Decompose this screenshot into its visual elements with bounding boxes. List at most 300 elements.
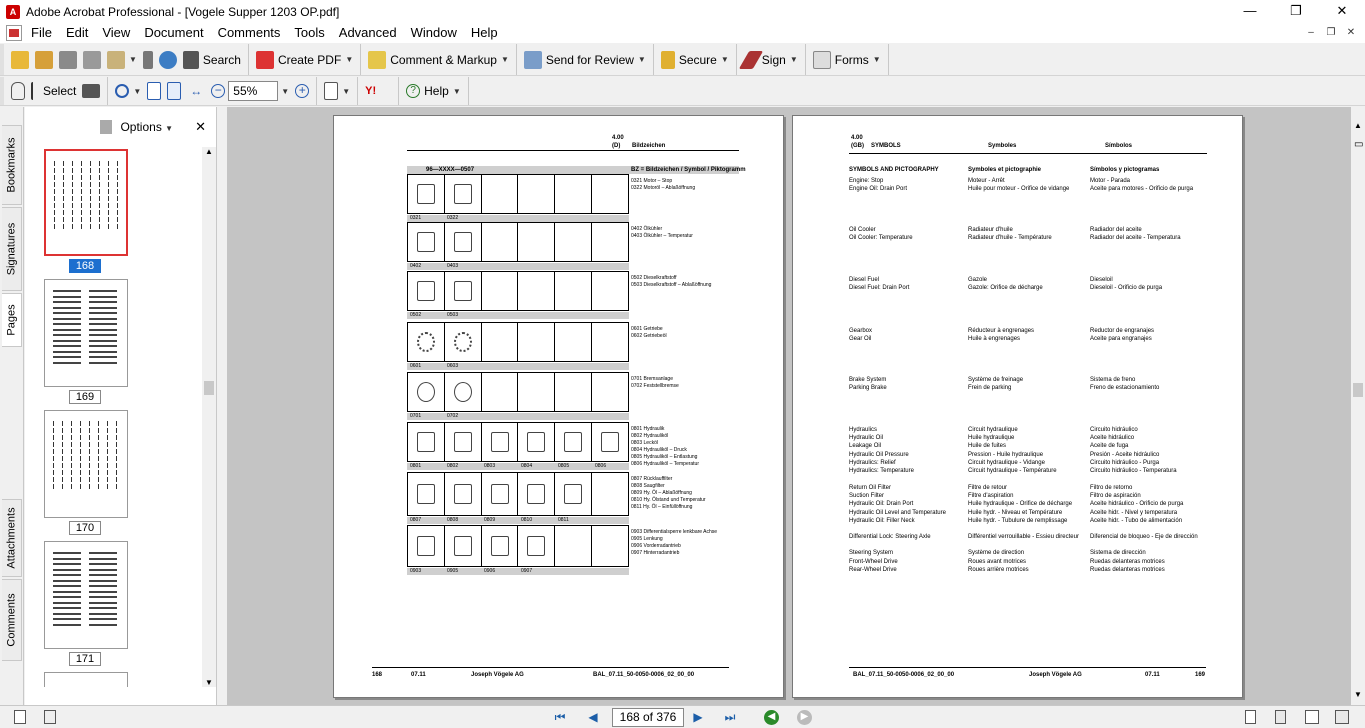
thumbnail-line — [53, 334, 81, 336]
symbol-description: 0906 Vorderradantrieb — [631, 543, 681, 549]
send-review-icon — [524, 51, 542, 69]
camera-icon — [82, 84, 100, 98]
term-es: Ruedas delanteras motrices — [1090, 566, 1165, 573]
scroll-down-icon[interactable]: ▼ — [205, 678, 213, 687]
page-thumbnail-label[interactable]: 171 — [69, 652, 101, 666]
code-bar — [407, 413, 629, 420]
term-en: Hydraulic Oil Level and Temperature — [849, 509, 946, 516]
term-fr: Réducteur à engrenages — [968, 328, 1035, 334]
symbol-cell — [408, 223, 445, 261]
pictogram-icon — [417, 332, 435, 352]
menu-view[interactable]: View — [102, 25, 131, 40]
symbol-cell — [555, 272, 592, 310]
symbol-cell — [482, 526, 519, 566]
go-forward-button[interactable]: ▶ — [797, 710, 812, 725]
comment-markup-label: Comment & Markup — [390, 52, 497, 67]
symbol-code: 0807 — [410, 517, 422, 523]
plus-circle-icon: + — [295, 84, 309, 98]
tab-bookmarks-label: Bookmarks — [5, 137, 18, 193]
symbol-cell — [482, 272, 519, 310]
thumbnail-line — [53, 456, 119, 461]
tab-bookmarks[interactable] — [2, 125, 22, 205]
tab-pages-label: Pages — [5, 304, 18, 336]
term-en: Gear Oil — [849, 336, 872, 343]
help-icon: ? — [406, 84, 420, 98]
symbol-description: 0807 Rücklauffilter — [631, 476, 673, 482]
menu-file[interactable]: File — [31, 25, 52, 40]
term-en: Steering System — [849, 550, 894, 557]
thumbnail-line — [53, 362, 81, 364]
page-thumbnail-label[interactable]: 168 — [69, 259, 101, 273]
symbol-description: 0502 Dieselkraftstoff — [631, 275, 677, 281]
symbol-cell — [482, 473, 519, 515]
pdf-page-168 — [333, 115, 784, 698]
symbol-description: 0602 Getriebeöl — [631, 333, 667, 339]
thumbnail-line — [53, 591, 81, 593]
pictogram-icon — [454, 332, 472, 352]
symbol-cell — [518, 223, 555, 261]
menu-document[interactable]: Document — [144, 25, 204, 40]
term-en: Gearbox — [849, 328, 873, 334]
symbol-code: 0402 — [410, 263, 422, 269]
chevron-down-icon: ▼ — [129, 55, 137, 64]
trash-icon[interactable] — [100, 120, 112, 134]
symbol-cell — [555, 423, 592, 461]
status-doc-icon[interactable] — [44, 710, 56, 724]
zoom-out-button[interactable] — [208, 79, 228, 103]
thumbnail-line — [54, 203, 120, 208]
options-menu[interactable] — [120, 120, 173, 134]
print-button[interactable] — [80, 48, 104, 72]
page-thumbnail-label[interactable]: 170 — [69, 521, 101, 535]
symbol-description: 0809 Hy. Öl – Ablaßöffnung — [631, 490, 692, 496]
previous-page-button[interactable]: ◀ — [588, 710, 598, 724]
thumbnail-line — [89, 329, 117, 331]
symbol-cell — [518, 175, 555, 213]
help-button[interactable] — [403, 79, 464, 103]
pictogram-icon — [454, 382, 472, 402]
help-label: Help — [424, 84, 449, 98]
term-fr: Huile à engrenages — [968, 336, 1021, 343]
symbol-row — [407, 472, 629, 516]
menu-tools[interactable]: Tools — [294, 25, 325, 40]
secure-button[interactable] — [658, 48, 732, 72]
symbol-cell — [555, 223, 592, 261]
thumbnail-line — [89, 351, 117, 353]
symbol-cell — [518, 272, 555, 310]
create-pdf-icon — [256, 51, 274, 69]
thumbnail-line — [54, 196, 120, 201]
scroll-up-icon[interactable]: ▲ — [205, 147, 213, 156]
term-es: Filtro de aspiración — [1090, 493, 1141, 500]
symbol-cell — [445, 223, 482, 261]
scroll-down-icon[interactable]: ▼ — [1354, 690, 1362, 699]
symbol-cell — [408, 175, 445, 213]
symbol-description: 0811 Hy. Öl – Einfüllöffnung — [631, 504, 693, 510]
term-es: Presión - Aceite hidráulico — [1090, 451, 1160, 458]
symbol-code: 0809 — [484, 517, 496, 523]
symbol-cell — [555, 323, 592, 361]
term-fr: Radiateur d'huile — [968, 227, 1013, 233]
pictogram-icon — [454, 432, 472, 452]
term-en: Engine Oil: Drain Port — [849, 186, 908, 193]
doc-restore-button[interactable]: ❐ — [1326, 27, 1336, 38]
page-number-input[interactable]: 168 of 376 — [612, 708, 684, 727]
menu-bar — [0, 23, 1365, 43]
symbol-description: 0802 Hydrauliköl — [631, 433, 669, 439]
symbol-code: 0502 — [410, 312, 422, 318]
doc-minimize-button[interactable]: – — [1308, 27, 1314, 38]
lock-icon — [661, 51, 675, 69]
symbol-description: 0503 Dieselkraftstoff – Ablaßöffnung — [631, 282, 712, 288]
term-es: Aceite hidráulico - Orificio de purga — [1090, 501, 1184, 508]
symbol-description: 0806 Hydrauliköl – Temperatur — [631, 461, 700, 467]
zoom-dropdown[interactable] — [278, 79, 292, 103]
footer-rule — [372, 667, 729, 668]
pictogram-icon — [417, 536, 435, 556]
section-number: 4.00 — [851, 135, 863, 141]
term-en: Oil Cooler — [849, 227, 876, 233]
zoom-input[interactable]: 55% — [228, 81, 278, 101]
pictogram-icon — [454, 484, 472, 504]
thumbnail-line — [53, 356, 81, 358]
term-es: Aceite para motores - Orificio de purga — [1090, 186, 1194, 193]
symbol-row — [407, 525, 629, 567]
thumbnail-line — [53, 558, 81, 560]
symbol-cell — [445, 423, 482, 461]
pictogram-icon — [417, 484, 435, 504]
term-es: Aceite hidr. - Nivel y temperatura — [1090, 509, 1178, 516]
pictogram-icon — [454, 184, 472, 204]
subhead-en: SYMBOLS AND PICTOGRAPHY — [849, 167, 939, 173]
pictogram-icon — [527, 536, 545, 556]
thumbnail-line — [53, 323, 81, 325]
chevron-down-icon: ▼ — [452, 86, 461, 96]
continuous-facing-icon[interactable] — [1335, 710, 1349, 724]
symbol-code: 0805 — [558, 463, 570, 469]
symbol-description: 0321 Motor – Stop — [631, 178, 673, 184]
symbol-code: 0701 — [410, 413, 422, 419]
term-es: Freno de estacionamiento — [1090, 385, 1160, 392]
thumbnail-line — [53, 312, 81, 314]
document-view[interactable] — [227, 107, 1351, 705]
facing-icon[interactable] — [1305, 710, 1319, 724]
symbol-code: 0601 — [410, 363, 422, 369]
sign-button[interactable] — [741, 48, 801, 72]
footer-doc-id: BAL_07.11_50-0050-0006_02_00_00 — [593, 672, 695, 678]
fit-width-icon: ↔ — [190, 84, 203, 98]
fit-page-button[interactable] — [164, 79, 184, 103]
term-en: Suction Filter — [849, 493, 885, 500]
col1-heading: SYMBOLS — [871, 143, 901, 149]
footer-page-number: 169 — [1195, 672, 1206, 678]
go-back-button[interactable]: ◀ — [764, 710, 779, 725]
thumbnail-line — [89, 618, 117, 620]
term-en: Rear-Wheel Drive — [849, 566, 897, 573]
web-button[interactable] — [156, 48, 180, 72]
thumbnail-line — [89, 596, 117, 598]
snapshot-button[interactable] — [79, 79, 103, 103]
rotate-button[interactable] — [321, 79, 353, 103]
symbol-code: 0811 — [558, 517, 569, 523]
tab-comments[interactable] — [2, 579, 22, 661]
symbol-cell — [592, 272, 628, 310]
symbol-row — [407, 322, 629, 362]
page-thumbnail[interactable] — [44, 149, 128, 256]
code-bar — [407, 568, 629, 575]
chevron-down-icon: ▼ — [281, 86, 290, 96]
fit-width-button[interactable] — [184, 79, 208, 103]
symbol-cell — [592, 373, 628, 411]
select-label: Select — [43, 84, 77, 98]
term-fr: Filtre de retour — [968, 485, 1008, 491]
forms-button[interactable] — [810, 48, 884, 72]
term-fr: Gazole — [968, 277, 988, 283]
chevron-down-icon: ▼ — [872, 55, 881, 64]
thumbnail-line — [53, 569, 81, 571]
panel-scroll-thumb[interactable] — [204, 381, 214, 395]
thumbnail-line — [53, 585, 81, 587]
symbol-code: 0503 — [447, 312, 459, 318]
symbol-cell — [408, 473, 445, 515]
forms-icon — [813, 51, 831, 69]
tab-attachments[interactable] — [2, 499, 22, 577]
save-button[interactable] — [56, 48, 80, 72]
term-fr: Huile hydr. - Tubulure de remplissage — [968, 517, 1068, 524]
term-en: Hydraulics: Relief — [849, 459, 896, 466]
symbol-cell — [445, 175, 482, 213]
actual-size-button[interactable] — [144, 79, 164, 103]
thumbnail-line — [53, 580, 81, 582]
thumbnail-line — [89, 574, 117, 576]
minimize-button[interactable]: — — [1243, 3, 1257, 18]
symbol-row — [407, 422, 629, 462]
binoculars-icon — [183, 51, 199, 69]
select-tool-button[interactable] — [28, 79, 79, 103]
symbol-cell — [445, 373, 482, 411]
symbol-code: 0808 — [447, 517, 459, 523]
panel-scrollbar[interactable] — [202, 147, 216, 687]
symbol-cell — [592, 473, 628, 515]
term-es: Filtro de retorno — [1090, 485, 1133, 491]
pen-icon — [739, 51, 763, 69]
zoom-in-button[interactable] — [292, 79, 312, 103]
footer-company: Joseph Vögele AG — [1029, 672, 1082, 678]
pictogram-icon — [454, 281, 472, 301]
close-panel-icon[interactable]: ✕ — [195, 119, 206, 134]
thumbnail-line — [54, 224, 120, 229]
doc-close-button[interactable]: ✕ — [1346, 27, 1356, 38]
search-button[interactable] — [180, 48, 244, 72]
hand-tool-button[interactable] — [8, 79, 28, 103]
organizer-button[interactable] — [32, 48, 56, 72]
term-es: Dieseloil — [1090, 277, 1113, 283]
thumbnail-line — [53, 290, 81, 292]
pictogram-icon — [454, 536, 472, 556]
pictogram-icon — [491, 432, 509, 452]
chevron-down-icon: ▼ — [342, 86, 351, 96]
menu-advanced[interactable]: Advanced — [338, 25, 397, 40]
term-es: Sistema de dirección — [1090, 550, 1146, 557]
page-thumbnail[interactable] — [44, 279, 128, 387]
term-en: Engine: Stop — [849, 178, 884, 184]
symbol-cell — [518, 323, 555, 361]
restore-button[interactable]: ❐ — [1290, 3, 1302, 18]
next-page-button[interactable]: ▶ — [693, 710, 703, 724]
text-cursor-icon — [31, 82, 39, 100]
term-fr: Roues arrière motrices — [968, 566, 1029, 573]
code-bar — [407, 463, 629, 470]
language-code: (GB) — [851, 143, 864, 149]
term-fr: Huile hydr. - Niveau et Température — [968, 509, 1063, 516]
chevron-down-icon: ▼ — [165, 124, 174, 133]
pictogram-icon — [491, 484, 509, 504]
thumbnail-line — [53, 307, 81, 309]
pictogram-icon — [564, 432, 582, 452]
scroll-up-icon[interactable]: ▲ — [1354, 121, 1362, 130]
term-fr: Frein de parking — [968, 385, 1012, 392]
email-button[interactable] — [104, 48, 140, 72]
menu-help[interactable]: Help — [470, 25, 498, 40]
window-title: Adobe Acrobat Professional - [Vogele Supper 1203 OP.pdf] — [26, 4, 340, 19]
symbol-description: 0801 Hydraulik — [631, 426, 665, 432]
share-button[interactable] — [140, 48, 156, 72]
symbol-description: 0804 Hydrauliköl – Druck — [631, 447, 687, 453]
code-bar — [407, 363, 629, 370]
chevron-down-icon: ▼ — [720, 55, 729, 64]
folder-open-icon — [11, 51, 29, 69]
thumbnail-line — [89, 345, 117, 347]
menu-edit[interactable]: Edit — [65, 25, 89, 40]
term-en: Differential Lock: Steering Axle — [849, 534, 931, 540]
single-page-icon[interactable] — [1245, 710, 1256, 724]
term-fr: Circuit hydraulique — [968, 427, 1018, 433]
symbol-description: 0601 Getriebe — [631, 326, 663, 332]
symbol-cell — [555, 473, 592, 515]
menu-comments[interactable]: Comments — [217, 25, 281, 40]
tab-comments-label: Comments — [5, 593, 18, 647]
thumbnail-line — [53, 596, 81, 598]
open-button[interactable] — [8, 48, 32, 72]
symbol-cell — [518, 373, 555, 411]
create-pdf-button[interactable] — [253, 48, 356, 72]
tab-pages[interactable] — [2, 293, 22, 347]
printer-icon — [83, 51, 101, 69]
symbol-description: 0701 Bremsanlage — [631, 376, 673, 382]
pictogram-icon — [417, 184, 435, 204]
symbol-cell — [408, 373, 445, 411]
page-thumbnail-label[interactable]: 169 — [69, 390, 101, 404]
pictogram-icon — [417, 432, 435, 452]
document-icon[interactable] — [6, 25, 22, 41]
thumbnail-line — [89, 580, 117, 582]
first-page-button[interactable]: ⏮ — [554, 710, 566, 724]
chevron-down-icon: ▼ — [345, 55, 354, 64]
thumbnail-line — [54, 175, 120, 180]
page-thumbnail[interactable] — [44, 541, 128, 649]
thumbnail-line — [54, 168, 120, 173]
tab-signatures[interactable] — [2, 207, 22, 291]
footer-company: Joseph Vögele AG — [471, 672, 524, 678]
footer-date: 07.11 — [411, 672, 426, 678]
pictogram-icon — [491, 536, 509, 556]
navigation-toolbar — [0, 77, 1365, 106]
menu-window[interactable]: Window — [410, 25, 457, 40]
split-view-icon[interactable]: ▭ — [1354, 139, 1364, 150]
symbol-code: 0801 — [410, 463, 422, 469]
comment-markup-button[interactable] — [365, 48, 512, 72]
symbol-code: 0803 — [484, 463, 496, 469]
tab-signatures-label: Signatures — [5, 222, 18, 276]
term-en: Leakage Oil — [849, 443, 882, 450]
thumbnail-line — [54, 161, 120, 166]
symbol-description: 0402 Ölkühler — [631, 226, 663, 232]
thumbnail-line — [53, 296, 81, 298]
symbol-code: 0603 — [447, 363, 459, 369]
page-thumbnail[interactable] — [44, 672, 128, 687]
last-page-button[interactable]: ⏭ — [724, 710, 736, 724]
thumbnail-line — [53, 318, 81, 320]
table-header-right: BZ = Bildzeichen / Symbol / Piktogramm — [631, 167, 746, 173]
page-thumbnail[interactable] — [44, 410, 128, 518]
thumbnail-line — [53, 435, 119, 440]
thumbnail-line — [89, 585, 117, 587]
close-button[interactable]: ✕ — [1336, 3, 1348, 18]
term-en: Hydraulic Oil — [849, 435, 884, 442]
pictogram-icon — [527, 484, 545, 504]
symbol-cell — [518, 423, 555, 461]
symbol-description: 0322 Motoröl – Ablaßöffnung — [631, 185, 696, 191]
thumbnail-line — [53, 421, 119, 426]
symbol-row — [407, 372, 629, 412]
symbol-cell — [482, 223, 519, 261]
language-code: (D) — [612, 143, 621, 149]
term-fr: Huile hydraulique — [968, 435, 1015, 442]
code-bar — [407, 517, 629, 524]
symbol-cell — [592, 175, 628, 213]
thumbnail-line — [89, 301, 117, 303]
status-page-icon[interactable] — [14, 710, 26, 724]
document-scroll-thumb[interactable] — [1353, 383, 1363, 397]
document-scrollbar[interactable] — [1351, 107, 1365, 705]
col3-heading: Símbolos — [1105, 143, 1133, 149]
footer-page-number: 168 — [372, 672, 383, 678]
continuous-icon[interactable] — [1275, 710, 1286, 724]
term-fr: Gazole: Orifice de décharge — [968, 285, 1043, 292]
symbol-code: 0702 — [447, 413, 459, 419]
yahoo-search-button[interactable] — [362, 79, 394, 103]
send-review-button[interactable] — [521, 48, 649, 72]
code-bar — [407, 312, 629, 319]
symbol-cell — [408, 272, 445, 310]
thumbnail-line — [89, 323, 117, 325]
thumbnail-line — [54, 189, 120, 194]
thumbnail-line — [53, 613, 81, 615]
heading-rule — [849, 153, 1207, 154]
symbol-description: 0810 Hy. Ölstand und Temperatur — [631, 497, 706, 503]
term-fr: Huile de fuites — [968, 443, 1007, 450]
zoom-in-tool-button[interactable] — [112, 79, 144, 103]
save-icon — [59, 51, 77, 69]
thumbnail-line — [53, 574, 81, 576]
symbol-code: 0806 — [595, 463, 607, 469]
thumbnail-line — [89, 563, 117, 565]
term-es: Aceite hidráulico — [1090, 435, 1135, 442]
page-icon — [147, 82, 161, 100]
thumbnail-line — [89, 613, 117, 615]
thumbnail-line — [89, 334, 117, 336]
thumbnail-line — [89, 624, 117, 626]
